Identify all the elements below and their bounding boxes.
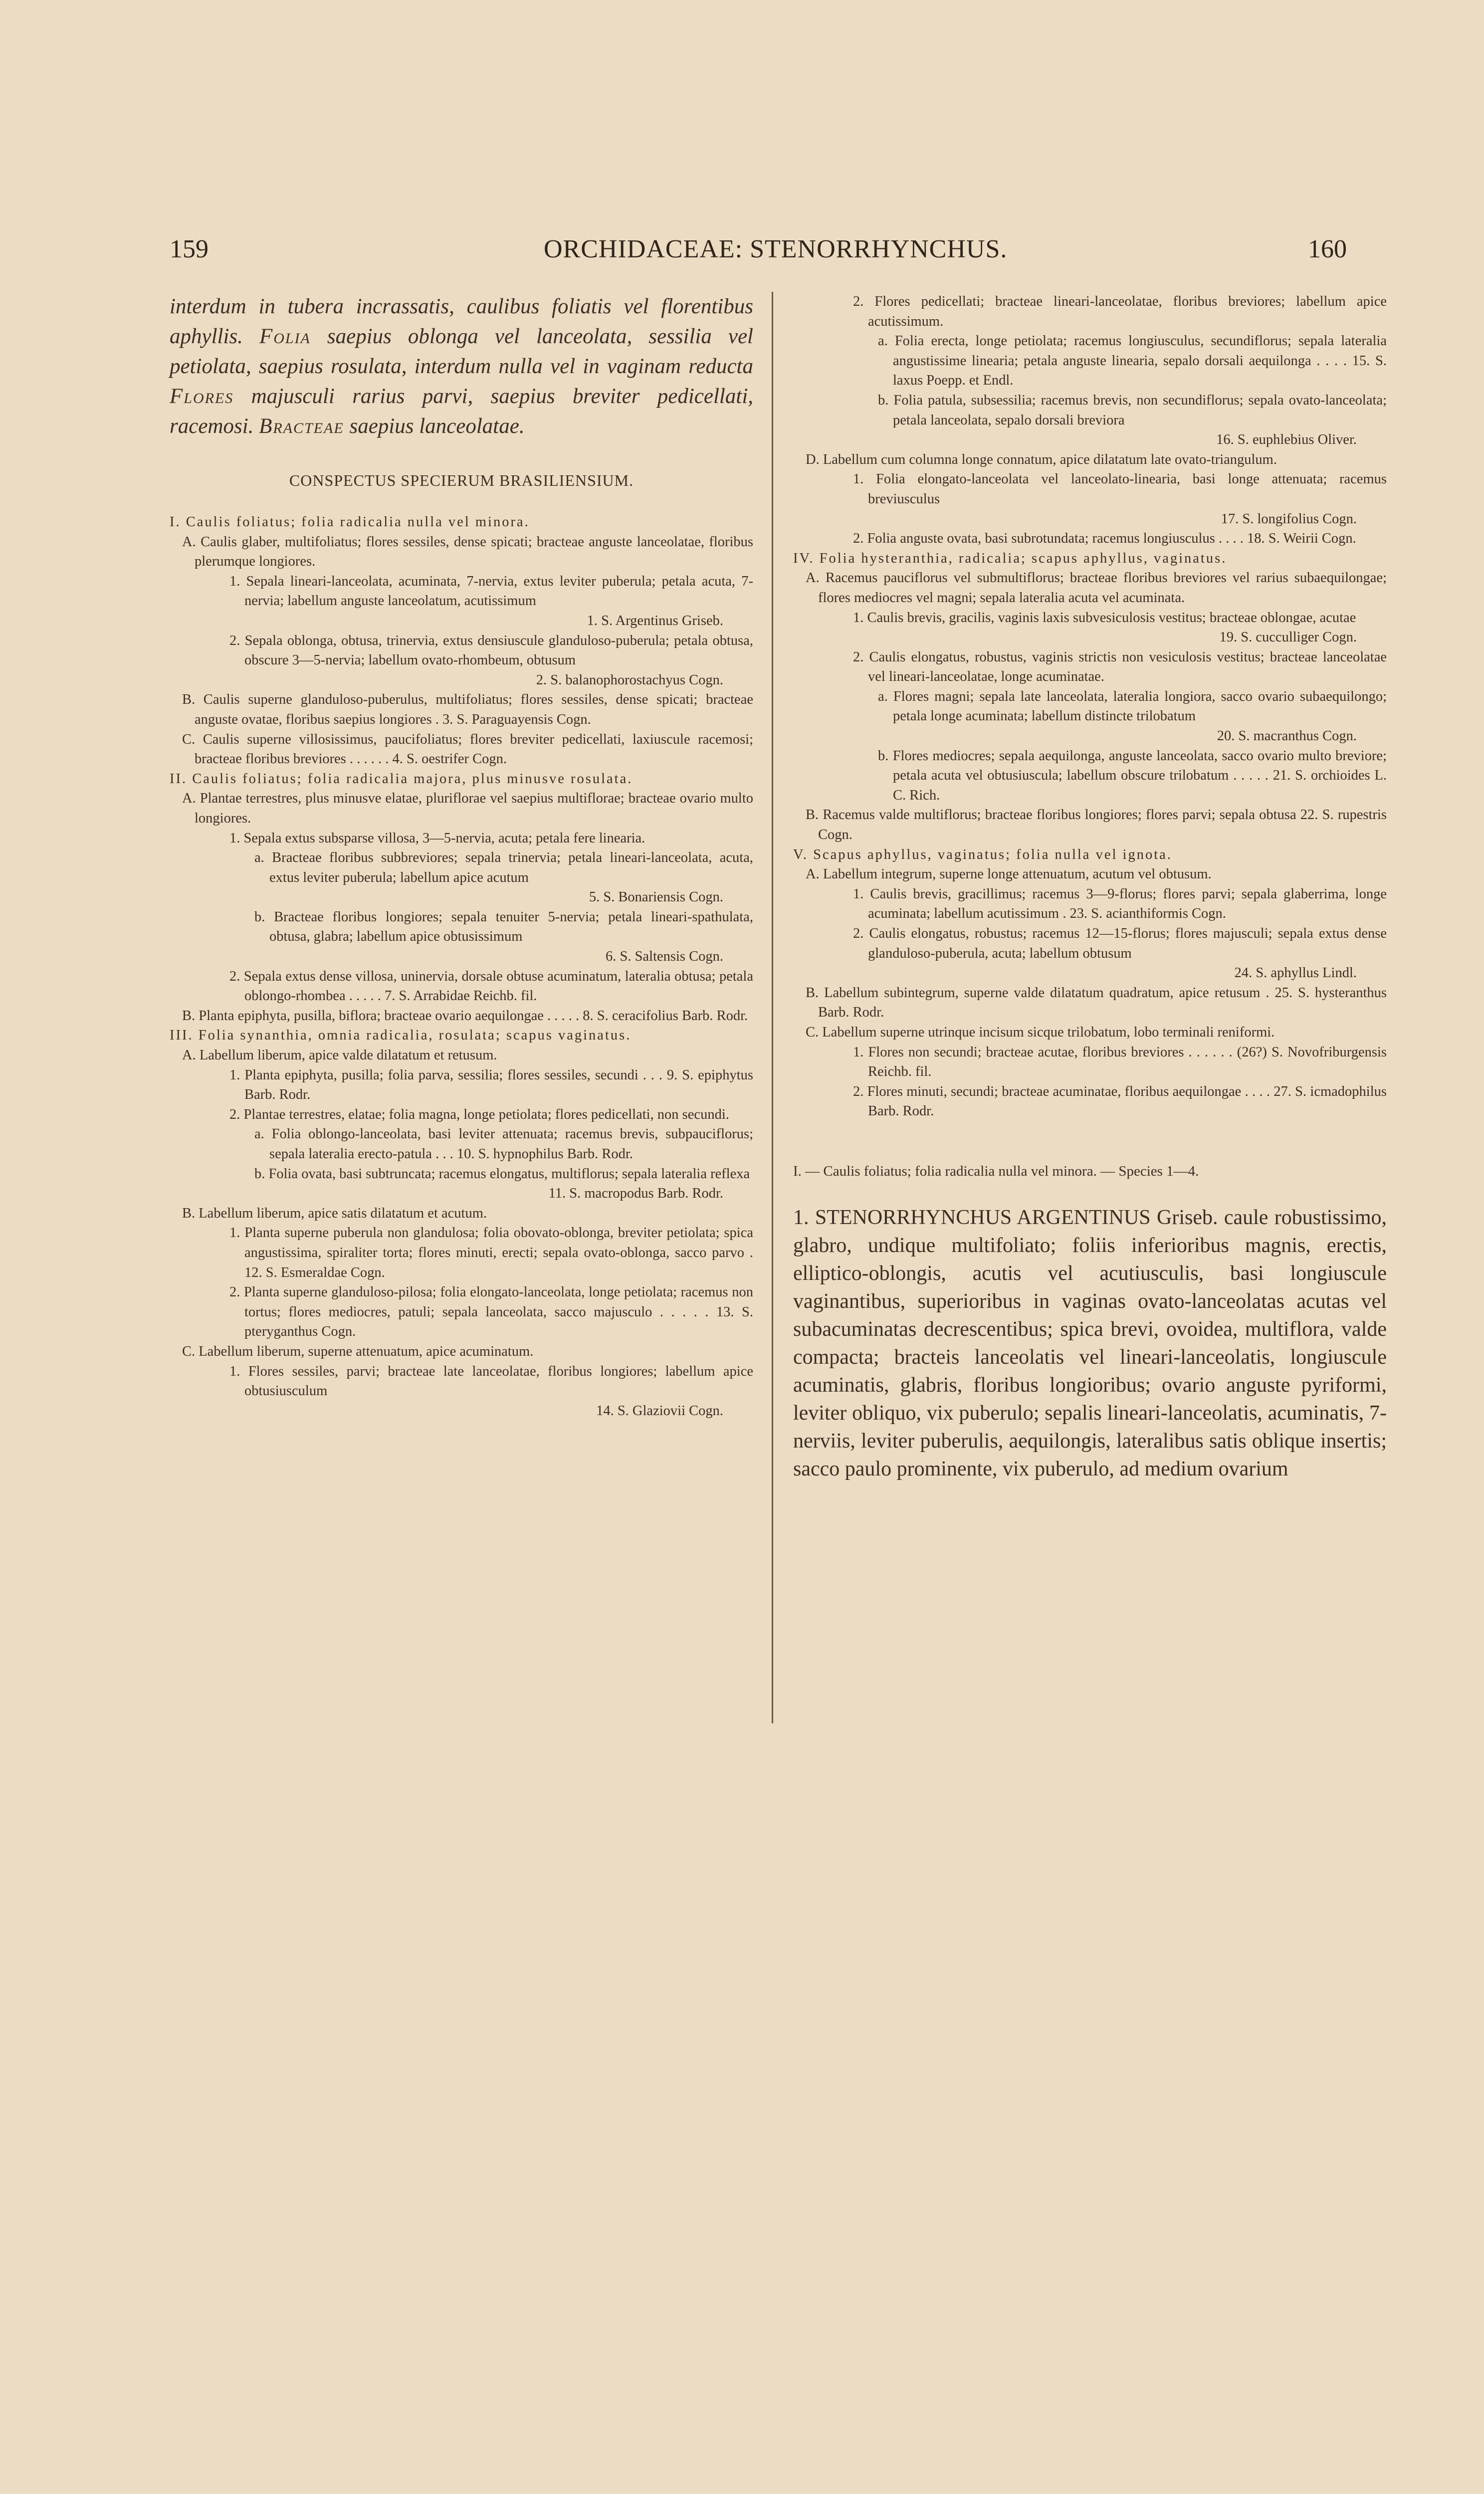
key-line: II. Caulis foliatus; folia radicalia majora, plus minusve rosulata.	[170, 771, 633, 787]
key-line: B. Caulis superne glanduloso-puberulus, multifoliatus; flores sessiles, dense spicati; bracteae anguste ovatae, floribus saepius longiores . 3. S. Paraguayensis Cogn.	[182, 692, 753, 727]
key-line: 14. S. Glaziovii Cogn.	[596, 1403, 723, 1419]
intro-paragraph	[170, 292, 753, 441]
key-line: I. Caulis foliatus; folia radicalia nulla vel minora.	[170, 514, 530, 530]
key-line: 2. Plantae terrestres, elatae; folia magna, longe petiolata; flores pedicellati, non secundi.	[229, 1106, 729, 1122]
key-line: 19. S. cucculliger Cogn.	[1219, 629, 1357, 645]
key-line: 1. Sepala extus subsparse villosa, 3—5-nervia, acuta; petala fere linearia.	[229, 830, 645, 846]
key-line: C. Labellum superne utrinque incisum sicque trilobatum, lobo terminali reniformi.	[806, 1024, 1275, 1040]
key-line: 1. Caulis brevis, gracillimus; racemus 3—9-florus; flores parvi; sepala glaberrima, longe acuminata; labellum acutissimum . 23. S. acianthiformis Cogn.	[853, 886, 1387, 922]
intro-text-a: interdum in tubera incrassatis, caulibus foliatis vel florentibus aphyllis.	[170, 295, 753, 348]
key-line: B. Planta epiphyta, pusilla, biflora; bracteae ovario aequilongae . . . . . 8. S. ceracifolius Barb. Rodr.	[182, 1008, 748, 1024]
subsection-note: I. — Caulis foliatus; folia radicalia nulla vel minora. — Species 1—4.	[793, 1163, 1199, 1179]
folia-label: Folia	[259, 325, 311, 348]
conspectus-title: CONSPECTUS SPECIERUM BRASILIENSIUM.	[289, 471, 634, 489]
key-line: 6. S. Saltensis Cogn.	[606, 949, 723, 965]
key-line: 1. S. Argentinus Griseb.	[587, 613, 723, 628]
key-line: D. Labellum cum columna longe connatum, apice dilatatum late ovato-triangulum.	[806, 451, 1277, 467]
key-line: 16. S. euphlebius Oliver.	[1216, 432, 1357, 448]
running-title: ORCHIDACEAE: STENORRHYNCHUS.	[544, 235, 1008, 263]
intro-text-d: saepius lanceolatae.	[349, 415, 525, 438]
key-line: 2. Folia anguste ovata, basi subrotundata; racemus longiusculus . . . . 18. S. Weirii Cogn.	[853, 531, 1356, 547]
key-line: A. Labellum integrum, superne longe attenuatum, acutum vel obtusum.	[806, 866, 1212, 882]
key-line: B. Racemus valde multiflorus; bracteae floribus longiores; flores parvi; sepala obtusa 22. S. rupestris Cogn.	[806, 807, 1387, 843]
key-line: B. Labellum subintegrum, superne valde dilatatum quadratum, apice retusum . 25. S. hysteranthus Barb. Rodr.	[806, 985, 1387, 1021]
intro-text-b: saepius oblonga vel lanceolata, sessilia vel petiolata, saepius rosulata, interdum nulla vel in vaginam reducta	[170, 325, 754, 378]
key-line: 2. Caulis elongatus, robustus; racemus 12—15-florus; flores majusculi; sepala extus dense glanduloso-puberula, acuta; labellum obtusum	[853, 926, 1387, 961]
key-line: A. Caulis glaber, multifoliatus; flores sessiles, dense spicati; bracteae anguste lanceolatae, floribus plerumque longiores.	[182, 534, 753, 570]
species-description: 1. STENORRHYNCHUS ARGENTINUS Griseb. caule robustissimo, glabro, undique multifoliato; foliis inferioribus magnis, erectis, elliptico-oblongis, acutis vel acutiusculis, basi longiuscule vaginantibus, superioribus in vaginas ovato-lanceolatas acutas vel subacuminatas decrescentibus; spica brevi, ovoidea, multiflora, valde compacta; bracteis lanceolatis vel lineari-lanceolatis, longiuscule acuminatis, glabris, floribus longioribus; ovario anguste pyriformi, leviter obliquo, vix puberulo; sepalis lineari-lanceolatis, acuminatis, 7-nerviis, leviter puberulis, aequilongis, lateralibus satis oblique insertis; sacco paulo prominente, vix puberulo, ad medium ovarium	[793, 1206, 1387, 1480]
key-line: 2. Flores pedicellati; bracteae lineari-lanceolatae, floribus breviores; labellum apice acutissimum.	[853, 294, 1387, 329]
key-line: 1. Planta superne puberula non glandulosa; folia obovato-oblonga, breviter petiolata; spica angustissima, spiraliter torta; flores minuti, erecti; sepala ovato-oblonga, sacco parvo . 12. S. Esmeraldae Cogn.	[229, 1225, 753, 1280]
bracteae-label: Bracteae	[259, 415, 344, 438]
key-line: b. Folia patula, subsessilia; racemus brevis, non secundiflorus; sepala ovato-lanceolata; petala lanceolata, sepalo dorsali breviora	[878, 392, 1387, 428]
key-line: a. Folia oblongo-lanceolata, basi leviter attenuata; racemus brevis, subpauciflorus; sepala lateralia erecto-patula . . . 10. S. hypnophilus Barb. Rodr.	[254, 1126, 753, 1162]
key-line: B. Labellum liberum, apice satis dilatatum et acutum.	[182, 1205, 487, 1221]
key-line: b. Bracteae floribus longiores; sepala tenuiter 5-nervia; petala lineari-spathulata, obtusa, glabra; labellum apice obtusissimum	[254, 909, 753, 945]
key-line: 2. Flores minuti, secundi; bracteae acuminatae, floribus aequilongae . . . . 27. S. icmadophilus Barb. Rodr.	[853, 1083, 1387, 1119]
key-line: 5. S. Bonariensis Cogn.	[589, 889, 723, 905]
right-page-number: 160	[1308, 235, 1347, 263]
key-line: A. Racemus pauciflorus vel submultiflorus; bracteae floribus breviores vel rarius subaequilongae; flores mediocres vel magni; sepala lateralia acuta vel acuminata.	[806, 570, 1387, 606]
left-column	[170, 292, 753, 1421]
key-line: 2. S. balanophorostachyus Cogn.	[536, 672, 723, 688]
key-line: 2. Sepala extus dense villosa, uninervia, dorsale obtuse acuminatum, lateralia obtusa; petala oblongo-rhombea . . . . . 7. S. Arrabidae Reichb. fil.	[229, 968, 753, 1004]
key-line: 20. S. macranthus Cogn.	[1217, 728, 1357, 744]
key-line: C. Labellum liberum, superne attenuatum, apice acuminatum.	[182, 1343, 534, 1359]
key-line: A. Labellum liberum, apice valde dilatatum et retusum.	[182, 1047, 497, 1063]
key-line: 11. S. macropodus Barb. Rodr.	[548, 1186, 723, 1202]
key-line: 2. Sepala oblonga, obtusa, trinervia, extus densiuscule glanduloso-puberula; petala obtusa, obscure 3—5-nervia; labellum ovato-rhombeum, obtusum	[229, 632, 753, 668]
key-line: 1. Folia elongato-lanceolata vel lanceolato-linearia, basi longe attenuata; racemus breviusculus	[853, 471, 1387, 507]
key-line: b. Flores mediocres; sepala aequilonga, anguste lanceolata, sacco ovario multo breviore; petala acuta vel obtusiuscula; labellum obscure trilobatum . . . . . 21. S. orchioides L. C. Rich.	[878, 748, 1387, 803]
key-line: IV. Folia hysteranthia, radicalia; scapus aphyllus, vaginatus.	[793, 550, 1227, 566]
key-line: 1. Sepala lineari-lanceolata, acuminata, 7-nervia, extus leviter puberula; petala acuta, 7-nervia; labellum anguste lanceolatum, acutissimum	[229, 573, 753, 609]
key-line: 1. Flores sessiles, parvi; bracteae late lanceolatae, floribus longiores; labellum apice obtusiusculum	[229, 1363, 753, 1399]
key-line: C. Caulis superne villosissimus, paucifoliatus; flores breviter pedicellati, laxiuscule racemosi; bracteae floribus breviores . . . . . . 4. S. oestrifer Cogn.	[182, 731, 753, 767]
left-key-list	[170, 512, 753, 1421]
key-line: a. Flores magni; sepala late lanceolata, lateralia longiora, sacco ovario subaequilongo; petala longe acuminata; labellum distincte trilobatum	[878, 688, 1387, 724]
column-divider	[772, 292, 773, 1723]
key-line: 2. Planta superne glanduloso-pilosa; folia elongato-lanceolata, longe petiolata; racemus non tortus; flores mediocres, patuli; sepala lanceolata, sacco majusculo . . . . . 13. S. pteryganthus Cogn.	[229, 1284, 753, 1340]
flores-label: Flores	[170, 385, 234, 408]
key-line: a. Folia erecta, longe petiolata; racemus longiusculus, secundiflorus; sepala lateralia angustissime linearia; petala anguste linearia, sepalo dorsali aequilonga . . . . 15. S. laxus Poepp. et Endl.	[878, 333, 1387, 389]
key-line: A. Plantae terrestres, plus minusve elatae, pluriflorae vel saepius multiflorae; bracteae ovario multo longiores.	[182, 791, 753, 826]
right-column	[793, 292, 1387, 1483]
key-line: 1. Caulis brevis, gracilis, vaginis laxis subvesiculosis vestitus; bracteae oblongae, acutae	[853, 610, 1356, 625]
key-line: 1. Flores non secundi; bracteae acutae, floribus breviores . . . . . . (26?) S. Novofriburgensis Reichb. fil.	[853, 1044, 1387, 1080]
key-line: 1. Planta epiphyta, pusilla; folia parva, sessilia; flores sessiles, secundi . . . 9. S. epiphytus Barb. Rodr.	[229, 1067, 753, 1103]
key-line: 24. S. aphyllus Lindl.	[1234, 965, 1357, 981]
key-line: V. Scapus aphyllus, vaginatus; folia nulla vel ignota.	[793, 846, 1172, 862]
page-header	[170, 234, 1377, 274]
key-line: a. Bracteae floribus subbreviores; sepala trinervia; petala lineari-lanceolata, acuta, extus leviter puberula; labellum apice acutum	[254, 850, 753, 885]
right-key-list	[793, 292, 1387, 1121]
left-page-number: 159	[170, 235, 209, 263]
key-line: b. Folia ovata, basi subtruncata; racemus elongatus, multiflorus; sepala lateralia reflexa	[254, 1166, 750, 1182]
intro-text-c: majusculi rarius parvi, saepius breviter pedicellati, racemosi.	[170, 385, 754, 438]
key-line: 17. S. longifolius Cogn.	[1221, 511, 1357, 527]
key-line: III. Folia synanthia, omnia radicalia, rosulata; scapus vaginatus.	[170, 1028, 632, 1043]
key-line: 2. Caulis elongatus, robustus, vaginis strictis non vesiculosis vestitus; bracteae lanceolatae vel lineari-lanceolatae, longe acuminatae.	[853, 649, 1387, 685]
